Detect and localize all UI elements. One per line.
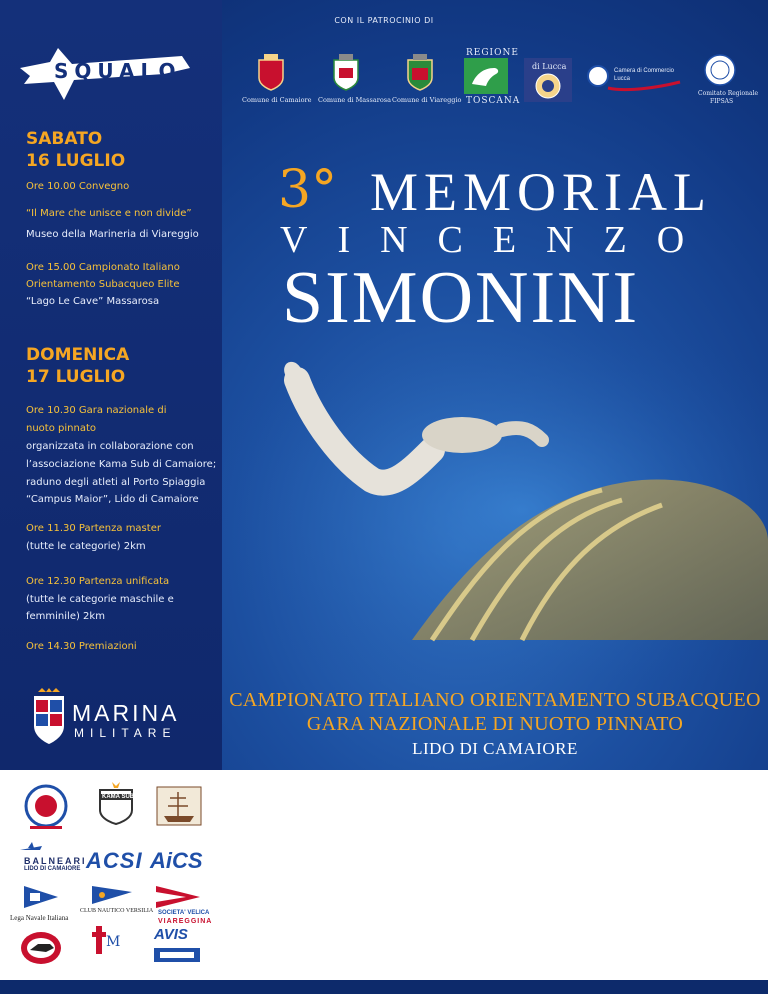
kama-sub-icon	[96, 780, 136, 826]
event-title-2: GARA NAZIONALE DI NUOTO PINNATO	[306, 713, 684, 735]
event-location: LIDO DI CAMAIORE	[412, 739, 578, 758]
sunday-line: (tutte le categorie maschile e	[26, 594, 174, 605]
lega-navale-label: Lega Navale Italiana	[10, 914, 69, 922]
svg-text:SQUALO: SQUALO	[54, 59, 182, 83]
sunday-line: Ore 12.30 Partenza unificata	[26, 576, 170, 587]
societa-velica-label: SOCIETA' VELICA	[158, 910, 210, 916]
saturday-line: Ore 15.00 Campionato Italiano	[26, 262, 180, 273]
balneari-sub-label: LIDO DI CAMAIORE	[24, 866, 81, 872]
sunday-line: organizzata in collaborazione con	[26, 441, 194, 452]
ship-painting-icon	[156, 786, 202, 826]
airplane-icon	[20, 842, 42, 856]
sunday-line: l’associazione Kama Sub di Camaiore;	[26, 459, 217, 470]
title-first-name: VINCENZO	[280, 219, 715, 261]
balneari-label: BALNEARI	[24, 856, 87, 866]
saturday-line: “Lago Le Cave” Massarosa	[26, 296, 160, 307]
sunday-line: Ore 14.30 Premiazioni	[26, 641, 137, 652]
camera-commercio-icon	[586, 62, 682, 92]
saturday-line: Ore 10.00 Convegno	[26, 181, 130, 192]
massarosa-crest-icon	[331, 54, 361, 92]
sunday-line: raduno degli atleti al Porto Spiaggia	[26, 477, 206, 488]
dog-logo-icon	[20, 930, 62, 966]
crest-label: Comune di Viareggio	[392, 96, 462, 104]
blank-panel	[222, 770, 768, 980]
societa-velica-flag-icon	[156, 886, 200, 908]
squalo-logo	[14, 38, 194, 108]
svg-text:M: M	[106, 934, 121, 950]
sunday-line: “Campus Maior”, Lido di Camaiore	[26, 494, 199, 505]
sunday-date-label: 17 LUGLIO	[26, 367, 126, 387]
crest-label: Comune di Camaiore	[242, 96, 312, 104]
club-seal-icon	[20, 782, 72, 832]
lega-navale-flag-icon	[24, 886, 58, 908]
title-surname: SIMONINI	[282, 257, 640, 339]
sunday-line: femminile) 2km	[26, 611, 105, 622]
title-number: 3°	[278, 160, 338, 220]
regione-label: REGIONE	[466, 48, 519, 58]
event-title-1: CAMPIONATO ITALIANO ORIENTAMENTO SUBACQUEO	[229, 689, 761, 711]
sunday-line: Ore 10.30 Gara nazionale di	[26, 405, 167, 416]
marina-text: MARINA	[72, 700, 180, 726]
sunday-line: (tutte le categorie) 2km	[26, 541, 146, 552]
sunday-line: nuoto pinnato	[26, 423, 96, 434]
footer-band	[0, 980, 768, 994]
comitato-label: Comitato Regionale	[698, 90, 759, 97]
acsi-label: ACSI	[86, 848, 143, 873]
saturday-date-label: 16 LUGLIO	[26, 151, 126, 171]
saturday-line: “Il Mare che unisce e non divide”	[26, 208, 192, 219]
fipsas-label: FIPSAS	[710, 98, 734, 105]
militare-text: MILITARE	[74, 726, 177, 740]
diver-illustration	[222, 340, 768, 680]
avis-label: AVIS	[154, 926, 188, 943]
saturday-day-label: SABATO	[26, 129, 103, 149]
saturday-line: Museo della Marineria di Viareggio	[26, 229, 199, 240]
patronage-label: CON IL PATROCINIO DI	[334, 16, 434, 25]
camaiore-crest-icon	[256, 54, 286, 92]
camera-label: Camera di Commercio	[614, 68, 675, 74]
sunday-day-label: DOMENICA	[26, 345, 130, 365]
federation-cross-icon	[92, 922, 128, 962]
sunday-line: Ore 11.30 Partenza master	[26, 523, 161, 534]
fipsas-seal-icon	[704, 54, 736, 86]
toscana-pegasus-icon	[464, 58, 508, 94]
societa-velica-sub-label: VIAREGGINA	[158, 918, 213, 925]
provincia-label: di Lucca	[532, 62, 567, 71]
title-memorial: MEMORIAL	[370, 162, 712, 222]
sponsor-bar-icon	[154, 948, 200, 962]
toscana-label: TOSCANA	[466, 96, 521, 106]
crest-label: Comune di Massarosa	[318, 96, 391, 104]
aics-label: AiCS	[150, 848, 203, 873]
viareggio-crest-icon	[405, 54, 435, 92]
camera-label-city: Lucca	[614, 76, 631, 82]
kama-sub-label: KAMA SUB	[102, 794, 135, 800]
club-nautico-label: CLUB NAUTICO VERSILIA	[80, 908, 154, 914]
saturday-line: Orientamento Subacqueo Elite	[26, 279, 180, 290]
club-nautico-flag-icon	[92, 886, 132, 906]
